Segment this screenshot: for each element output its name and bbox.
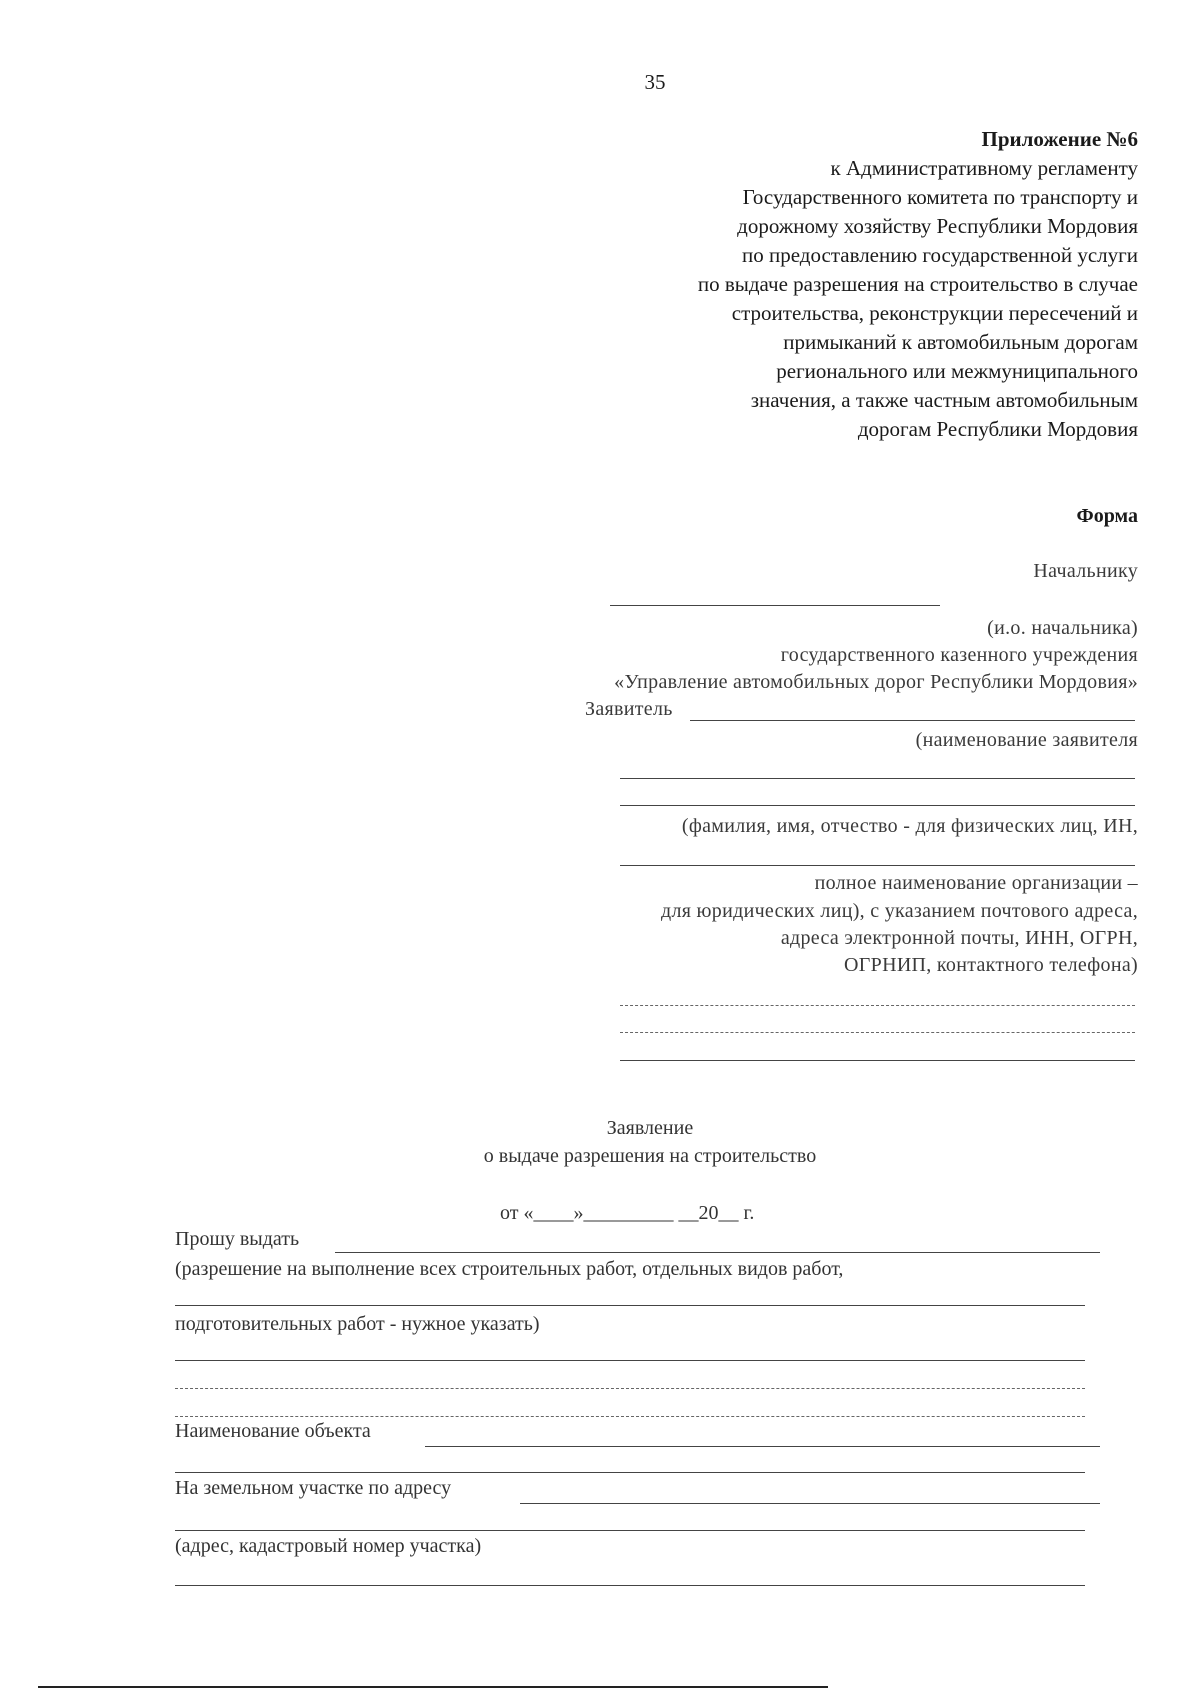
land-line [520, 1503, 1100, 1504]
institution-line2: «Управление автомобильных дорог Республики Мордовия» [614, 671, 1138, 693]
statement-title: Заявление [606, 1117, 694, 1139]
land-blank-line [175, 1530, 1085, 1531]
applicant-blank-line [620, 865, 1135, 866]
org-note-line: адреса электронной почты, ИНН, ОГРН, [780, 927, 1138, 949]
request-blank-line [175, 1360, 1085, 1361]
appendix-line: регионального или межмуниципального [776, 359, 1138, 383]
appendix-header [698, 125, 1138, 444]
org-note-line: для юридических лиц), с указанием почтового адреса, [661, 900, 1138, 922]
applicant-blank-line [620, 1032, 1135, 1033]
land-note: (адрес, кадастровый номер участка) [175, 1535, 482, 1557]
person-note: (фамилия, имя, отчество - для физических лиц, ИН, [681, 815, 1138, 837]
applicant-blank-line [620, 805, 1135, 806]
object-line [425, 1446, 1100, 1447]
request-blank-line [175, 1388, 1085, 1389]
addressee-to: Начальнику [1033, 560, 1138, 582]
land-blank-line [175, 1585, 1085, 1586]
page-number: 35 [644, 70, 666, 94]
applicant-note: (наименование заявителя [915, 729, 1138, 751]
request-blank-line [175, 1305, 1085, 1306]
appendix-line: Государственного комитета по транспорту и [742, 185, 1138, 209]
form-label: Форма [1076, 505, 1138, 527]
request-note2: подготовительных работ - нужное указать) [175, 1313, 540, 1335]
object-label: Наименование объекта [175, 1420, 371, 1442]
land-label: На земельном участке по адресу [175, 1477, 452, 1499]
org-note-line: ОГРНИП, контактного телефона) [844, 954, 1138, 976]
request-label: Прошу выдать [175, 1228, 300, 1250]
appendix-line: строительства, реконструкции пересечений и [731, 301, 1138, 325]
org-note-line: полное наименование организации – [814, 872, 1138, 894]
appendix-line: дорогам Республики Мордовия [857, 417, 1138, 441]
applicant-line [690, 720, 1135, 721]
acting-note: (и.о. начальника) [987, 617, 1138, 639]
request-note: (разрешение на выполнение всех строительных работ, отдельных видов работ, [175, 1258, 844, 1280]
request-line [335, 1252, 1100, 1253]
appendix-title: Приложение №6 [981, 127, 1138, 151]
applicant-blank-line [620, 778, 1135, 779]
date-line: от «____»_________ __20__ г. [500, 1202, 755, 1224]
chief-name-line [610, 605, 940, 606]
statement-subtitle: о выдаче разрешения на строительство [483, 1145, 817, 1167]
appendix-line: по предоставлению государственной услуги [742, 243, 1138, 267]
scan-edge-line [38, 1686, 828, 1688]
applicant-blank-line [620, 1060, 1135, 1061]
appendix-line: к Административному регламенту [830, 156, 1138, 180]
appendix-line: по выдаче разрешения на строительство в случае [697, 272, 1138, 296]
request-blank-line [175, 1416, 1085, 1417]
appendix-line: примыканий к автомобильным дорогам [783, 330, 1138, 354]
institution-line1: государственного казенного учреждения [780, 644, 1138, 666]
applicant-blank-line [620, 1005, 1135, 1006]
object-blank-line [175, 1472, 1085, 1473]
appendix-line: значения, а также частным автомобильным [750, 388, 1138, 412]
applicant-label: Заявитель [585, 698, 673, 720]
appendix-line: дорожному хозяйству Республики Мордовия [737, 214, 1138, 238]
